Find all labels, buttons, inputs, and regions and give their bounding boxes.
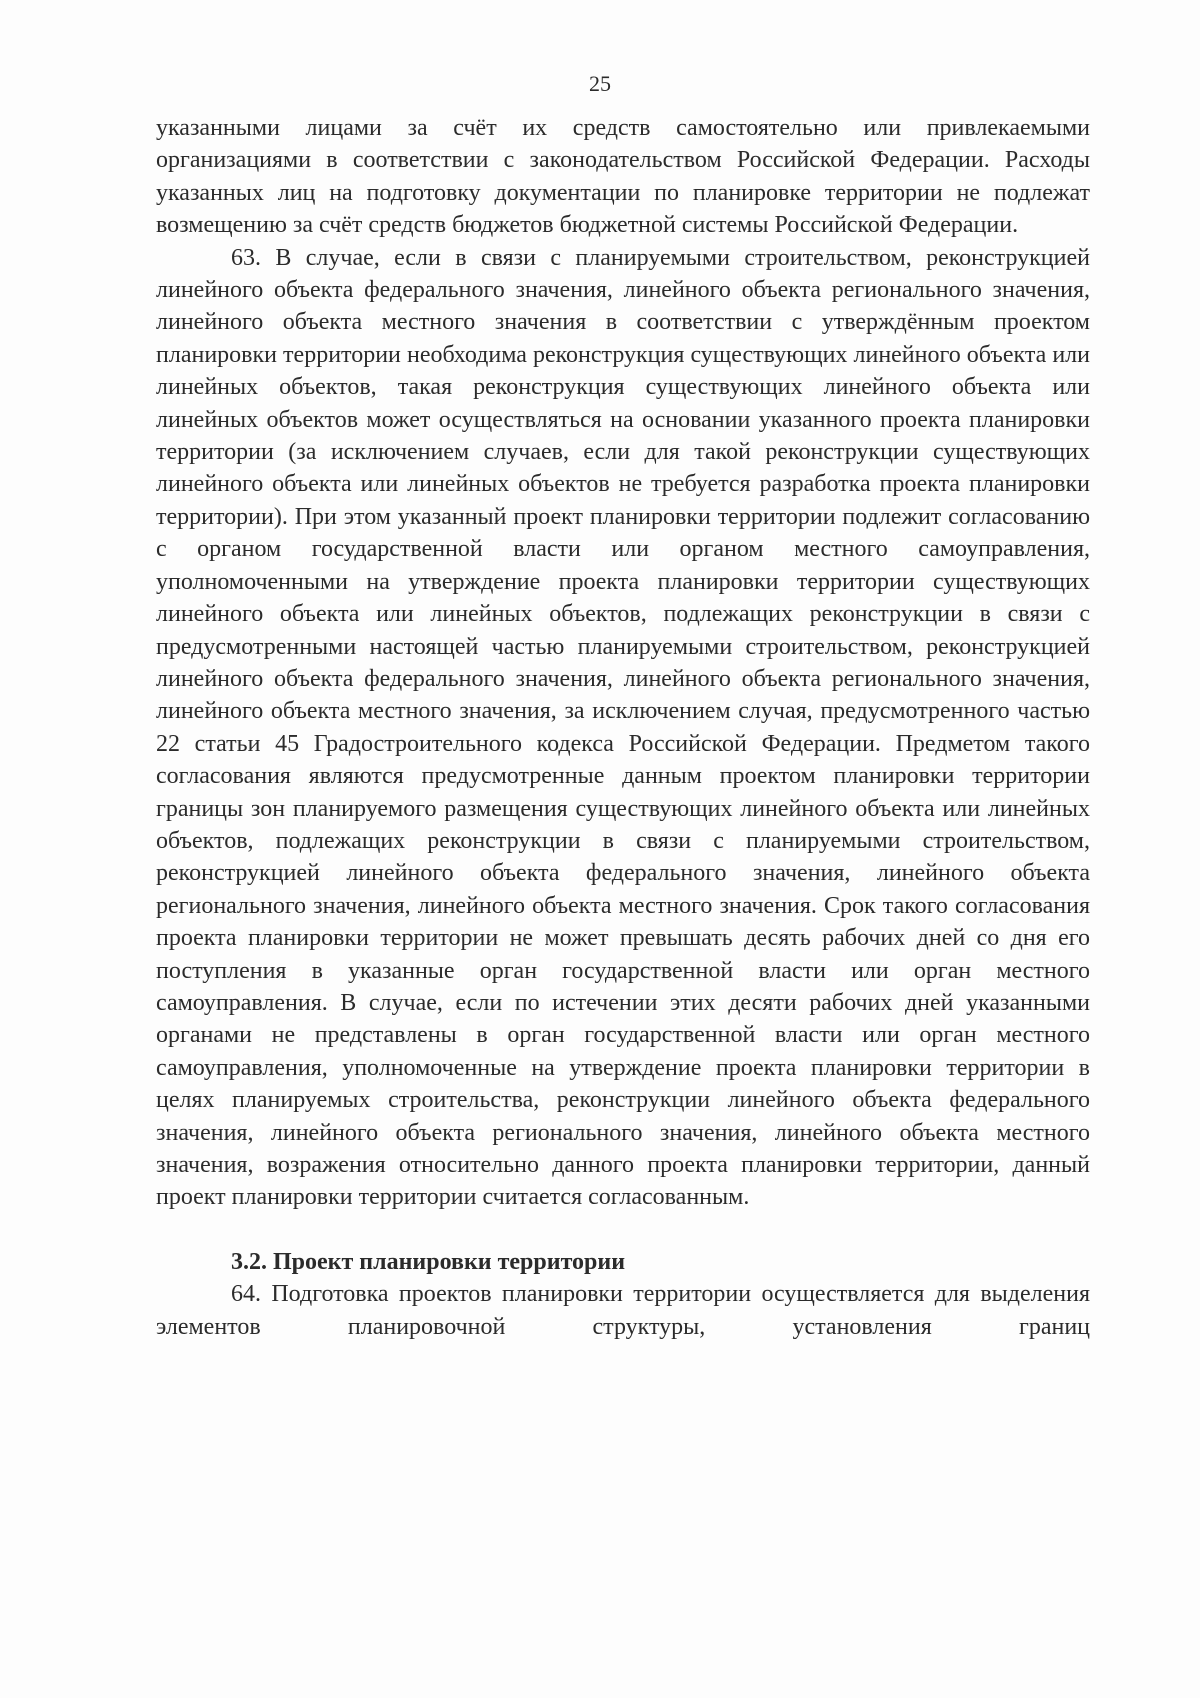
paragraph-64: 64. Подготовка проектов планировки территории осуществляется для выделения элементов планировочной структуры, установления границ bbox=[156, 1281, 1090, 1340]
page-number: 25 bbox=[589, 71, 611, 96]
paragraph-63: 63. В случае, если в связи с планируемыми строительством, реконструкцией линейного объекта федерального значения, линейного объекта регионального значения, линейного объекта местного значения в соответствии с утверждённым проектом планировки территории необходима реконструкция существующих линейного объекта или линейных объектов, такая реконструкция существующих линейного объекта или линейных объектов может осуществляться на основании указанного проекта планировки территории (за исключением случаев, если для такой реконструкции существующих линейного объекта или линейных объектов не требуется разработка проекта планировки территории). При этом указанный проект планировки территории подлежит согласованию с органом государственной власти или органом местного самоуправления, уполномоченными на утверждение проекта планировки территории существующих линейного объекта или линейных объектов, подлежащих реконструкции в связи с предусмотренными настоящей частью планируемыми строительством, реконструкцией линейного объекта федерального значения, линейного объекта регионального значения, линейного объекта местного значения, за исключением случая, предусмотренного частью 22 статьи 45 Градостроительного кодекса Российской Федерации. Предметом такого согласования являются предусмотренные данным проектом планировки территории границы зон планируемого размещения существующих линейного объекта или линейных объектов, подлежащих реконструкции в связи с планируемыми строительством, реконструкцией линейного объекта федерального значения, линейного объекта регионального значения, линейного объекта местного значения. Срок такого согласования проекта планировки территории не может превышать десять рабочих дней со дня его поступления в указанные орган государственной власти или орган местного самоуправления. В случае, если по истечении этих десяти рабочих дней указанными органами не представлены в орган государственной власти или орган местного самоуправления, уполномоченные на утверждение проекта планировки территории в целях планируемых строительства, реконструкции линейного объекта федерального значения, линейного объекта регионального значения, линейного объекта местного значения, возражения относительно данного проекта планировки территории, данный проект планировки территории считается согласованным. bbox=[156, 244, 1090, 1211]
document-body bbox=[156, 112, 1090, 1343]
section-heading: 3.2. Проект планировки территории bbox=[231, 1248, 626, 1275]
paragraph-continuation: указанными лицами за счёт их средств самостоятельно или привлекаемыми организациями в соответствии с законодательством Российской Федерации. Расходы указанных лиц на подготовку документации по планировке территории не подлежат возмещению за счёт средств бюджетов бюджетной системы Российской Федерации. bbox=[156, 115, 1090, 239]
